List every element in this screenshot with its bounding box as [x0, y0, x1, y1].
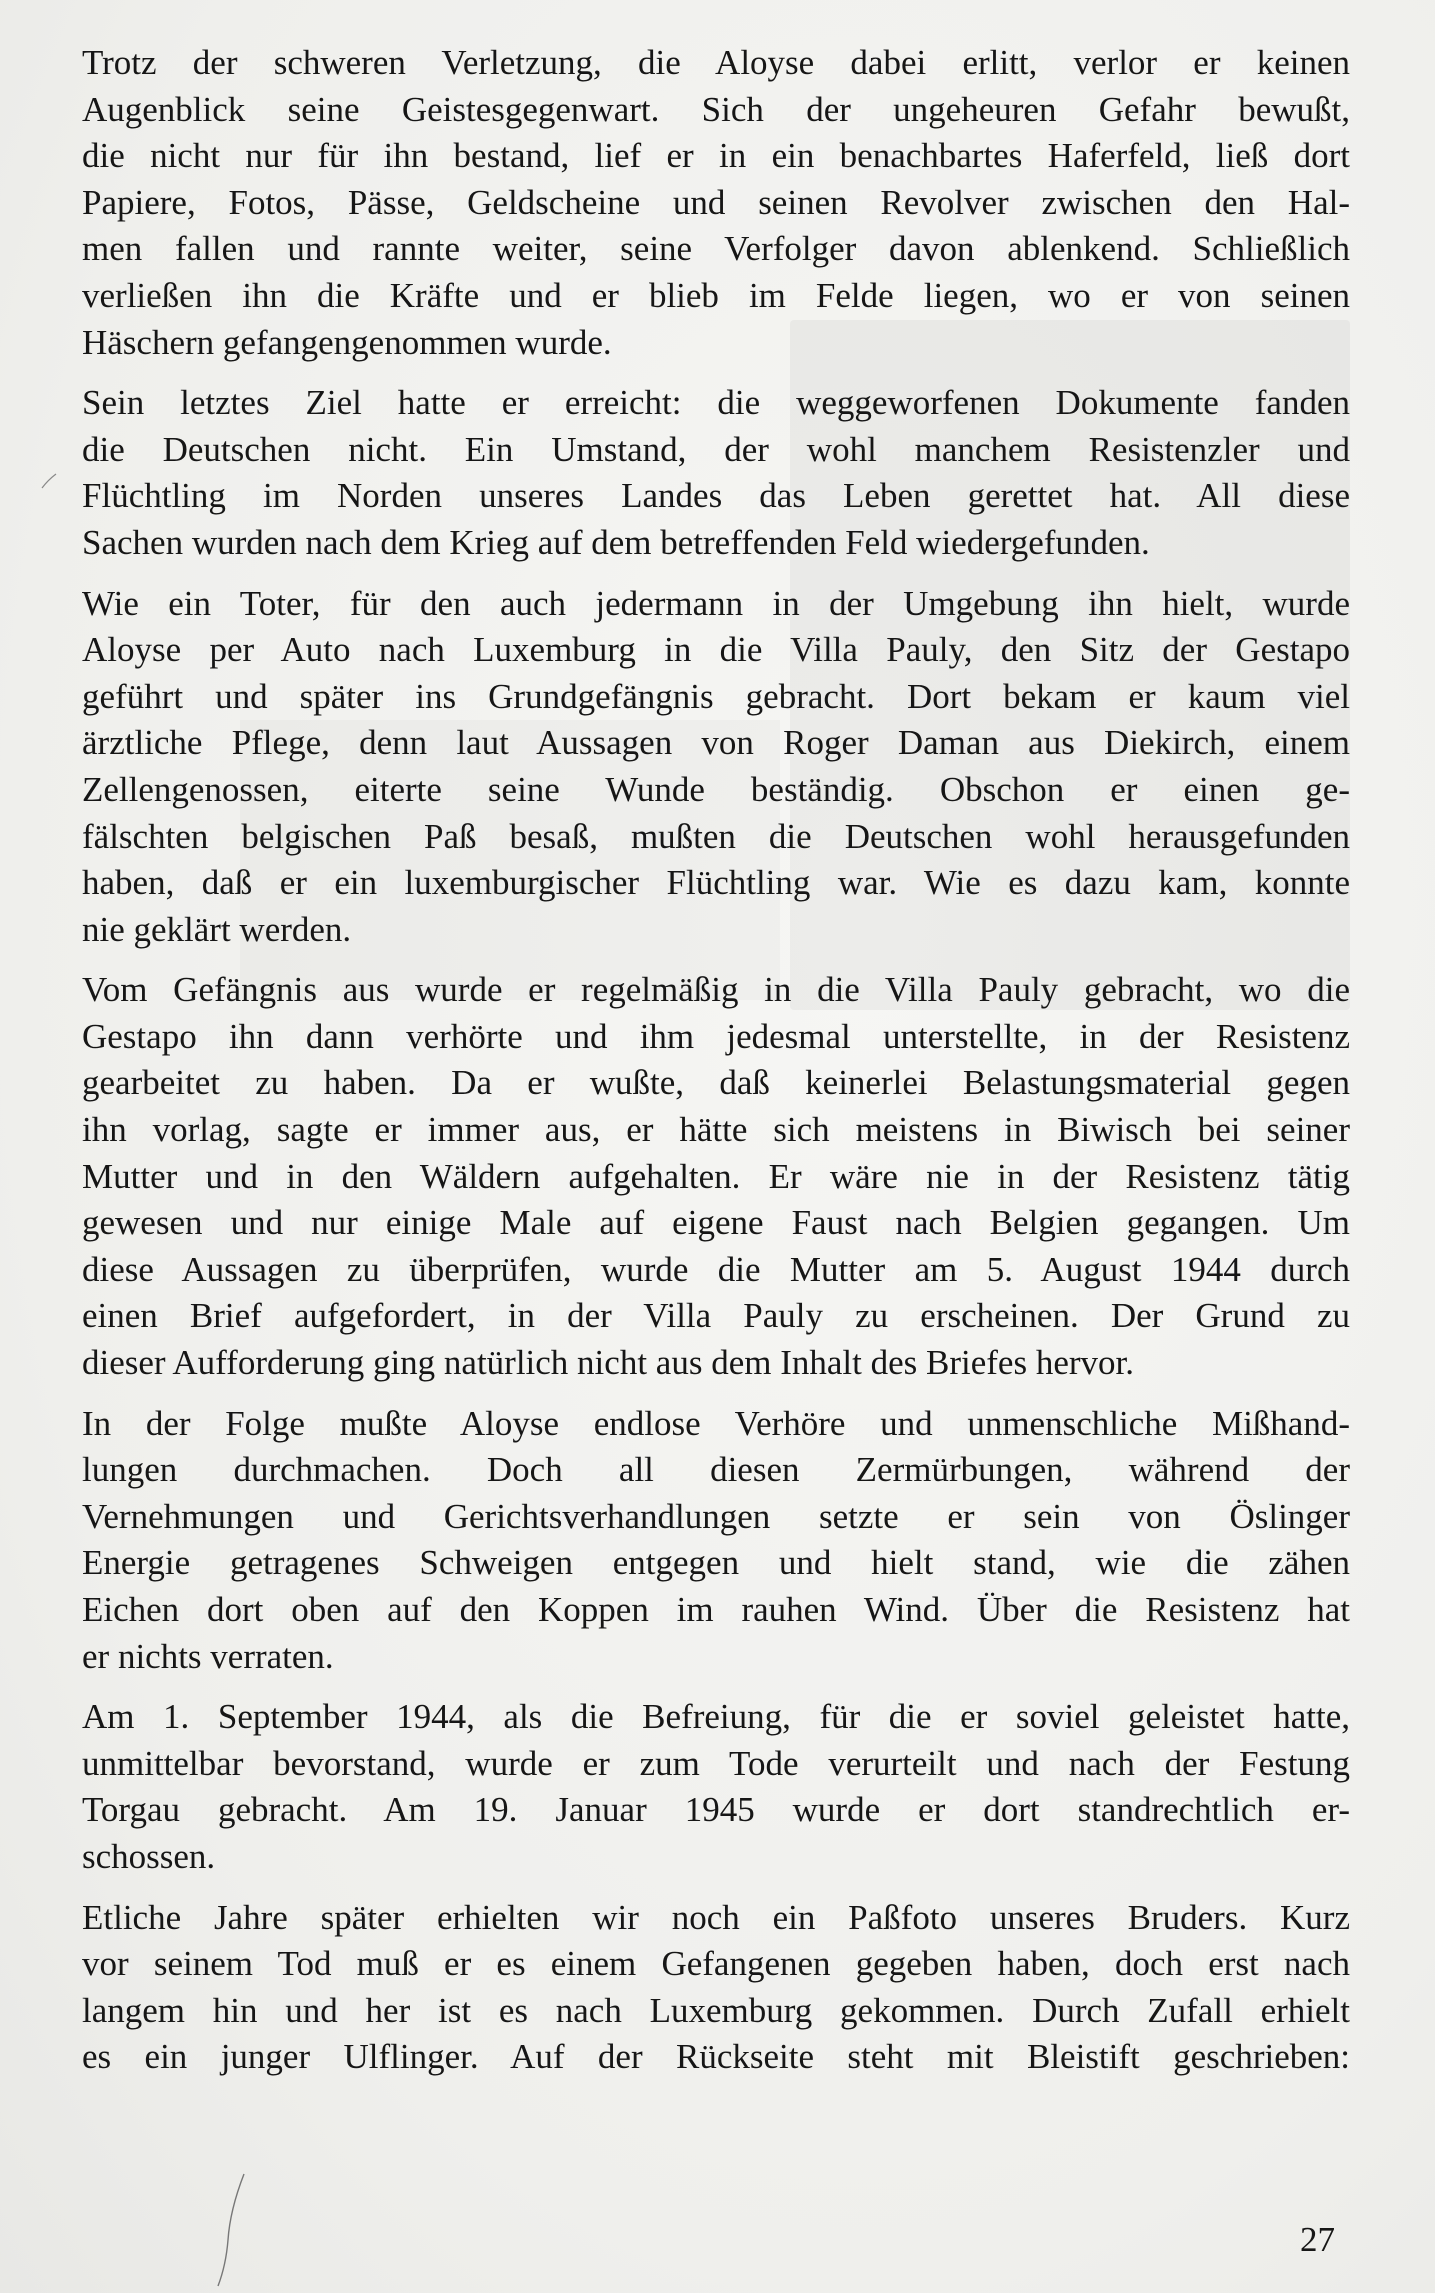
text-line: Flüchtling im Norden unseres Landes das Leben gerettet hat. All diese [82, 476, 1350, 516]
text-line: verließen ihn die Kräfte und er blieb im Felde liegen, wo er von seinen [82, 275, 1350, 315]
text-line: unmittelbar bevorstand, wurde er zum Tode verurteilt und nach der Festung [82, 1743, 1350, 1783]
text-line: die nicht nur für ihn bestand, lief er in ein benachbartes Haferfeld, ließ dort [82, 136, 1350, 176]
body-text [82, 40, 1350, 2095]
text-line: Vernehmungen und Gerichtsverhandlungen setzte er sein von Öslinger [82, 1496, 1350, 1536]
paragraph [82, 581, 1350, 954]
paragraph [82, 967, 1350, 1386]
text-line: Eichen dort oben auf den Koppen im rauhen Wind. Über die Resistenz hat [82, 1590, 1350, 1629]
paragraph [82, 1401, 1350, 1681]
text-line: Sachen wurden nach dem Krieg auf dem betreffenden Feld wiedergefunden. [82, 522, 1150, 562]
text-line: einen Brief aufgefordert, in der Villa Pauly zu erscheinen. Der Grund zu [82, 1296, 1350, 1336]
text-line: gewesen und nur einige Male auf eigene Faust nach Belgien gegangen. Um [82, 1203, 1350, 1243]
text-line: geführt und später ins Grundgefängnis gebracht. Dort bekam er kaum viel [82, 676, 1350, 716]
text-line: lungen durchmachen. Doch all diesen Zermürbungen, während der [82, 1450, 1350, 1490]
text-line: langem hin und her ist es nach Luxemburg gekommen. Durch Zufall erhielt [82, 1990, 1350, 2030]
text-line: die Deutschen nicht. Ein Umstand, der wohl manchem Resistenzler und [82, 429, 1350, 469]
text-line: dieser Aufforderung ging natürlich nicht aus dem Inhalt des Briefes hervor. [82, 1343, 1134, 1383]
pencil-stroke [210, 2170, 250, 2290]
text-line: vor seinem Tod muß er es einem Gefangenen gegeben haben, doch erst nach [82, 1944, 1350, 1984]
paragraph [82, 1895, 1350, 2081]
paragraph [82, 40, 1350, 366]
text-line: Augenblick seine Geistesgegenwart. Sich der ungeheuren Gefahr bewußt, [82, 89, 1350, 129]
text-line: ihn vorlag, sagte er immer aus, er hätte sich meistens in Biwisch bei seiner [82, 1110, 1350, 1150]
text-line: haben, daß er ein luxemburgischer Flüchtling war. Wie es dazu kam, konnte [82, 863, 1350, 903]
text-line: er nichts verraten. [82, 1636, 334, 1676]
text-line: Mutter und in den Wäldern aufgehalten. Er wäre nie in der Resistenz tätig [82, 1156, 1350, 1196]
text-line: fälschten belgischen Paß besaß, mußten die Deutschen wohl herausgefunden [82, 816, 1350, 856]
margin-mark [40, 470, 60, 490]
text-line: schossen. [82, 1836, 216, 1876]
text-line: diese Aussagen zu überprüfen, wurde die Mutter am 5. August 1944 durch [82, 1249, 1350, 1289]
text-line: Torgau gebracht. Am 19. Januar 1945 wurde er dort standrechtlich er- [82, 1790, 1350, 1830]
text-line: Häschern gefangengenommen wurde. [82, 322, 612, 362]
text-line: gearbeitet zu haben. Da er wußte, daß keinerlei Belastungsmaterial gegen [82, 1063, 1350, 1103]
text-line: Wie ein Toter, für den auch jedermann in der Umgebung ihn hielt, wurde [82, 583, 1350, 623]
text-line: Energie getragenes Schweigen entgegen und hielt stand, wie die zähen [82, 1543, 1350, 1583]
text-line: men fallen und rannte weiter, seine Verfolger davon ablenkend. Schließlich [82, 229, 1350, 269]
paragraph [82, 380, 1350, 566]
text-line: Papiere, Fotos, Pässe, Geldscheine und seinen Revolver zwischen den Hal- [82, 182, 1350, 222]
text-line: es ein junger Ulflinger. Auf der Rückseite steht mit Bleistift geschrieben: [82, 2037, 1350, 2077]
text-line: Etliche Jahre später erhielten wir noch ein Paßfoto unseres Bruders. Kurz [82, 1897, 1350, 1937]
text-line: ärztliche Pflege, denn laut Aussagen von Roger Daman aus Diekirch, einem [82, 723, 1350, 763]
text-line: Sein letztes Ziel hatte er erreicht: die weggeworfenen Dokumente fanden [82, 383, 1350, 423]
text-line: Gestapo ihn dann verhörte und ihm jedesmal unterstellte, in der Resistenz [82, 1016, 1350, 1056]
text-line: Zellengenossen, eiterte seine Wunde beständig. Obschon er einen ge- [82, 769, 1350, 809]
text-line: Vom Gefängnis aus wurde er regelmäßig in die Villa Pauly gebracht, wo die [82, 970, 1350, 1010]
page-number: 27 [1300, 2220, 1335, 2259]
text-line: Am 1. September 1944, als die Befreiung, für die er soviel geleistet hatte, [82, 1697, 1350, 1737]
text-line: Trotz der schweren Verletzung, die Aloyse dabei erlitt, verlor er keinen [82, 43, 1350, 82]
text-line: Aloyse per Auto nach Luxemburg in die Villa Pauly, den Sitz der Gestapo [82, 630, 1350, 670]
text-line: In der Folge mußte Aloyse endlose Verhöre und unmenschliche Mißhand- [82, 1403, 1350, 1443]
text-line: nie geklärt werden. [82, 909, 352, 949]
paragraph [82, 1694, 1350, 1880]
